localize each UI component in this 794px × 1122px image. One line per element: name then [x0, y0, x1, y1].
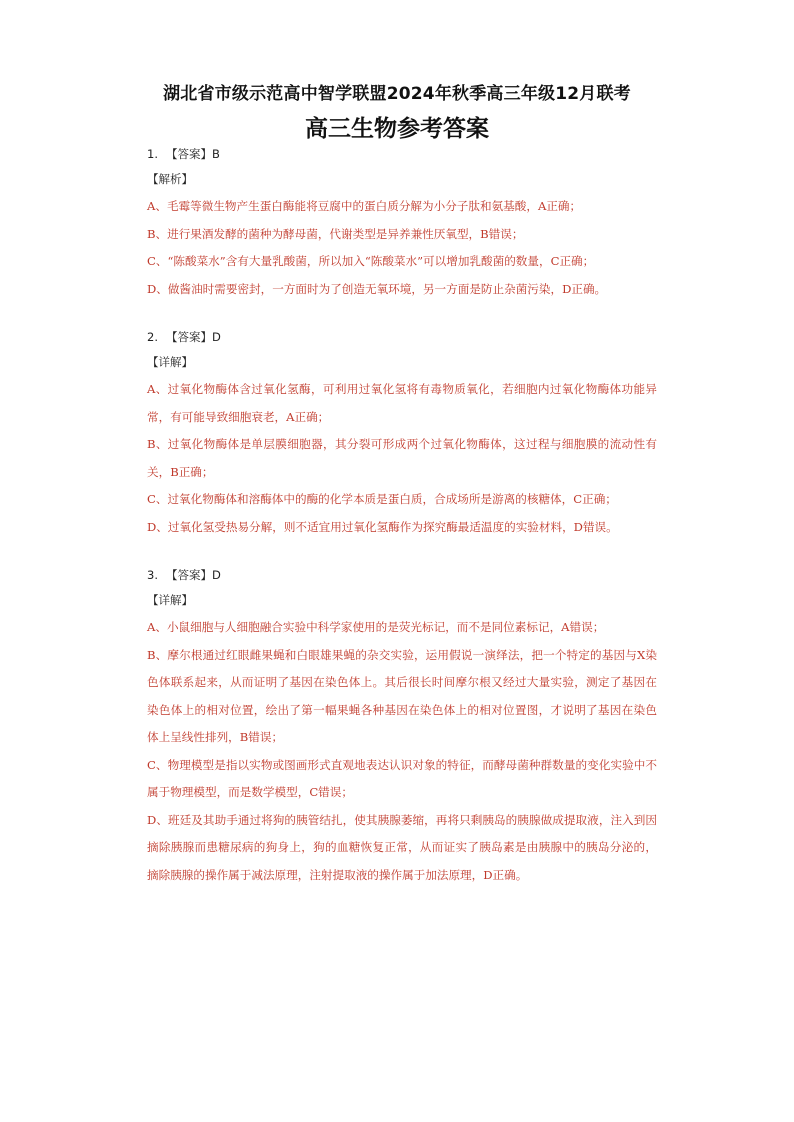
answer-line [147, 563, 657, 587]
question-block [147, 142, 657, 303]
answer-text: 【答案】D [166, 568, 221, 582]
analysis-item: A、小鼠细胞与人细胞融合实验中科学家使用的是荧光标记，而不是同位素标记，A错误； [147, 620, 605, 634]
answer-text: 【答案】B [166, 147, 220, 161]
answer-content [147, 142, 657, 911]
analysis-label: 【解析】 [147, 172, 193, 186]
analysis-item: D、做酱油时需要密封，一方面时为了创造无氧环境，另一方面是防止杂菌污染，D正确。 [147, 281, 607, 296]
analysis-item: B、进行果酒发酵的菌种为酵母菌，代谢类型是异养兼性厌氧型，B错误； [147, 226, 524, 241]
analysis-item: B、过氧化物酶体是单层膜细胞器，其分裂可形成两个过氧化物酶体，这过程与细胞膜的流动性有关，B正确； [147, 437, 657, 479]
analysis-item: A、毛霉等微生物产生蛋白酶能将豆腐中的蛋白质分解为小分子肽和氨基酸，A正确； [147, 199, 582, 213]
question-number: 1. [147, 147, 158, 161]
question-number: 2. [147, 330, 158, 344]
document-subtitle: 高三生物参考答案 [305, 116, 489, 142]
analysis-item: A、过氧化物酶体含过氧化氢酶，可利用过氧化氢将有毒物质氧化，若细胞内过氧化物酶体功能异常，有可能导致细胞衰老，A正确； [147, 382, 657, 424]
analysis-item: B、摩尔根通过红眼雌果蝇和白眼雄果蝇的杂交实验，运用假说一演绎法，把一个特定的基因与X染色体联系起来，从而证明了基因在染色体上。其后很长时间摩尔根又经过大量实验，测定了基因在染色体上的相对位置，绘出了第一幅果蝇各种基因在染色体上的相对位置图，才说明了基因在染色体上呈线性排列，B错误； [147, 647, 657, 744]
answer-line [147, 142, 657, 166]
answer-text: 【答案】D [166, 330, 221, 344]
exam-title: 湖北省市级示范高中智学联盟2024年秋季高三年级12月联考 [163, 84, 631, 104]
answer-line [147, 325, 657, 349]
analysis-item: C、过氧化物酶体和溶酶体中的酶的化学本质是蛋白质，合成场所是游离的核糖体，C正确； [147, 492, 617, 506]
analysis-label: 【详解】 [147, 593, 193, 607]
analysis-label: 【详解】 [147, 355, 193, 369]
analysis-item: C、“陈酸菜水”含有大量乳酸菌，所以加入“陈酸菜水”可以增加乳酸菌的数量，C正确； [147, 254, 595, 268]
analysis-item: D、班廷及其助手通过将狗的胰管结扎，使其胰腺萎缩，再将只剩胰岛的胰腺做成提取液，注入到因摘除胰腺而患糖尿病的狗身上，狗的血糖恢复正常，从而证实了胰岛素是由胰腺中的胰岛分泌的，摘除胰腺的操作属于减法原理，注射提取液的操作属于加法原理，D正确。 [147, 812, 657, 882]
analysis-item: C、物理模型是指以实物或图画形式直观地表达认识对象的特征，而酵母菌种群数量的变化实验中不属于物理模型，而是数学模型，C错误； [147, 757, 657, 799]
question-number: 3. [147, 568, 158, 582]
question-block [147, 325, 657, 541]
question-block [147, 563, 657, 889]
analysis-item: D、过氧化氢受热易分解，则不适宜用过氧化氢酶作为探究酶最适温度的实验材料，D错误。 [147, 519, 618, 534]
